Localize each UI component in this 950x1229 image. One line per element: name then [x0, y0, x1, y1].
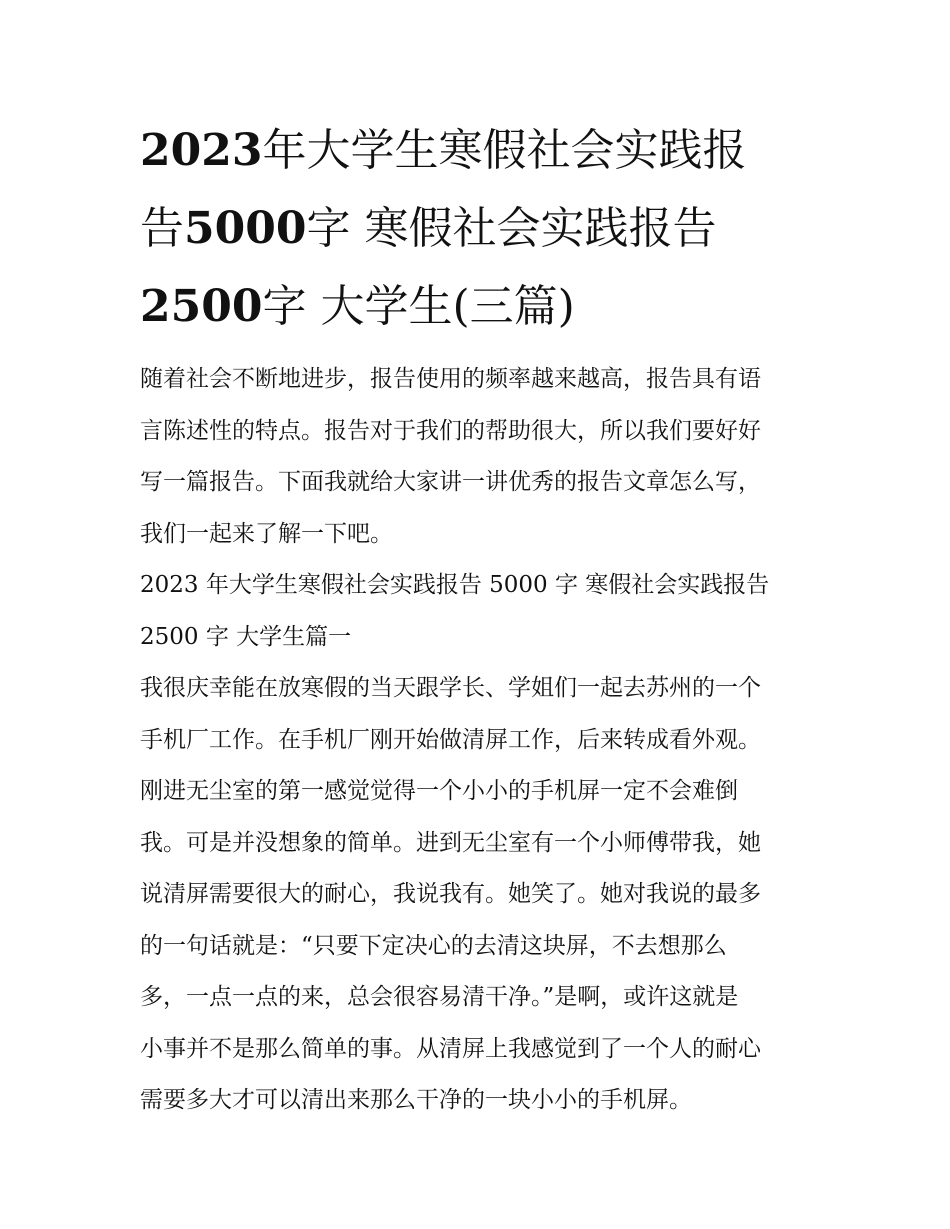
body-line: 多，一点一点的来，总会很容易清干净。”是啊，或许这就是 — [140, 984, 739, 1010]
body-line: 小事并不是那么简单的事。从清屏上我感觉到了一个人的耐心 — [140, 1035, 761, 1062]
intro-line: 随着社会不断地进步，报告使用的频率越来越高，报告具有语 — [140, 366, 761, 392]
section-heading — [140, 560, 830, 663]
body-line: 刚进无尘室的第一感觉觉得一个小小的手机屏一定不会难倒 — [140, 778, 738, 804]
intro-line: 言陈述性的特点。报告对于我们的帮助很大，所以我们要好好 — [140, 417, 761, 444]
intro-line: 写一篇报告。下面我就给大家讲一讲优秀的报告文章怎么写， — [140, 469, 761, 495]
body-line: 的一句话就是：“只要下定决心的去清这块屏，不去想那么 — [140, 932, 727, 959]
body-line: 手机厂工作。在手机厂刚开始做清屏工作，后来转成看外观。 — [140, 726, 761, 753]
body-line: 说清屏需要很大的耐心，我说我有。她笑了。她对我说的最多 — [140, 881, 761, 907]
intro-paragraph — [140, 354, 830, 560]
title-line-2: 告5000字 寒假社会实践报告 — [140, 203, 717, 254]
title-line-1: 2023年大学生寒假社会实践报 — [140, 125, 747, 176]
section-heading-line: 2023 年大学生寒假社会实践报告 5000 字 寒假社会实践报告 — [140, 572, 770, 598]
body-paragraph — [140, 663, 830, 1127]
document-title — [140, 112, 830, 346]
body-line: 我。可是并没想象的简单。进到无尘室有一个小师傅带我，她 — [140, 829, 761, 856]
title-line-3: 2500字 大学生(三篇) — [140, 281, 575, 332]
body-line: 需要多大才可以清出来那么干净的一块小小的手机屏。 — [140, 1087, 692, 1113]
document-page — [140, 112, 830, 1127]
section-heading-line: 2500 字 大学生篇一 — [140, 623, 352, 650]
body-line: 我很庆幸能在放寒假的当天跟学长、学姐们一起去苏州的一个 — [140, 675, 761, 701]
intro-line: 我们一起来了解一下吧。 — [140, 520, 393, 547]
